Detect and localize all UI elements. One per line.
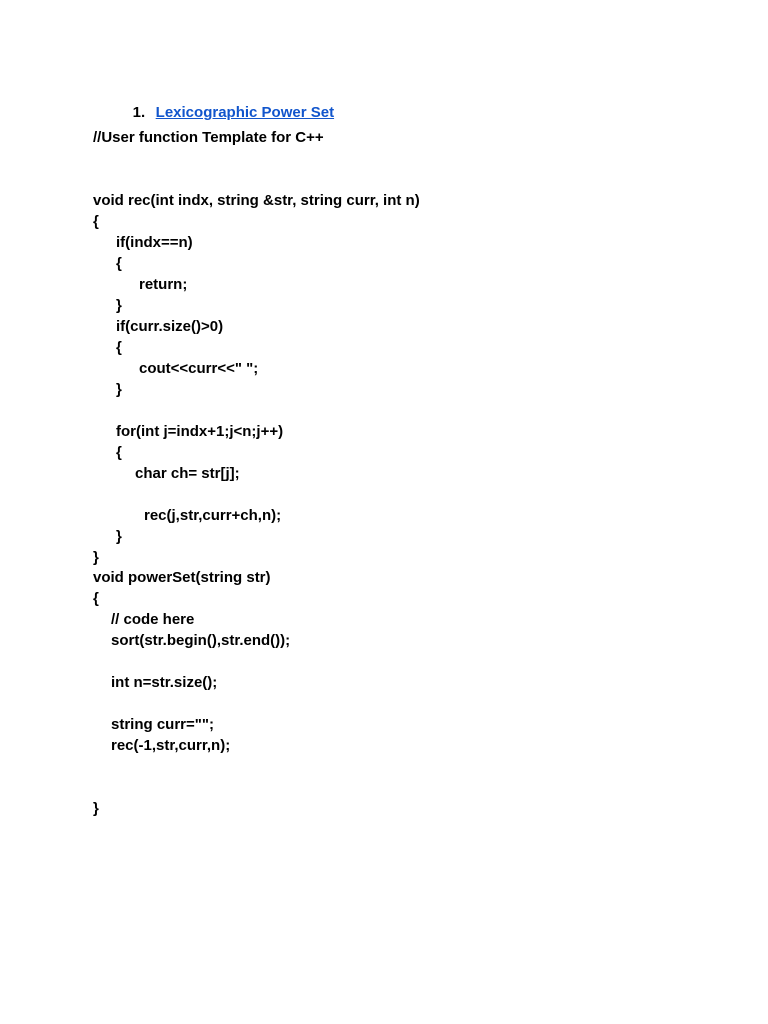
code-line: string curr=""; xyxy=(111,716,214,733)
code-line: return; xyxy=(139,276,188,293)
code-line: for(int j=indx+1;j<n;j++) xyxy=(116,423,284,440)
template-comment: //User function Template for C++ xyxy=(93,129,324,146)
lexicographic-power-set-link[interactable]: Lexicographic Power Set xyxy=(155,104,335,121)
code-line: if(curr.size()>0) xyxy=(116,318,224,335)
code-line: { xyxy=(116,444,122,461)
code-line: rec(j,str,curr+ch,n); xyxy=(144,507,282,524)
code-line: if(indx==n) xyxy=(116,234,193,251)
code-line: int n=str.size(); xyxy=(111,674,218,691)
code-line: { xyxy=(116,255,122,272)
code-line: void powerSet(string str) xyxy=(93,569,271,586)
code-line: char ch= str[j]; xyxy=(135,465,240,482)
code-line: { xyxy=(116,339,122,356)
code-line: } xyxy=(116,297,122,314)
code-line: } xyxy=(116,381,122,398)
code-line: rec(-1,str,curr,n); xyxy=(111,737,231,754)
code-line: { xyxy=(93,590,99,607)
list-number: 1. xyxy=(132,104,146,121)
code-line: cout<<curr<<" "; xyxy=(139,360,259,377)
code-line: void rec(int indx, string &str, string curr, int n) xyxy=(93,192,420,209)
code-line: } xyxy=(93,549,99,566)
code-line: } xyxy=(93,800,99,817)
code-line: } xyxy=(116,528,122,545)
code-line: { xyxy=(93,213,99,230)
code-line: // code here xyxy=(111,611,195,628)
code-line: sort(str.begin(),str.end()); xyxy=(111,632,291,649)
